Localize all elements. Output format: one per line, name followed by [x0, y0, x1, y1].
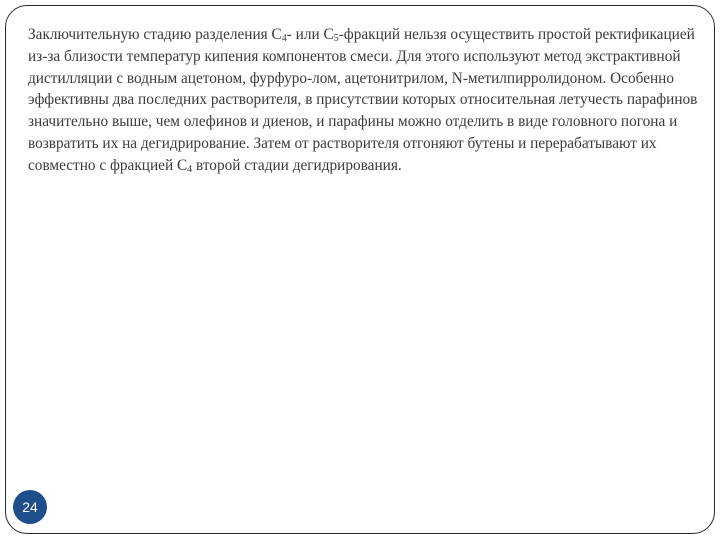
subscript: 5 — [333, 33, 339, 44]
subscript: 4 — [281, 33, 287, 44]
text-segment: Заключительную стадию разделения С — [28, 26, 282, 43]
text-segment: - или С — [286, 26, 334, 43]
slide-body-text — [28, 24, 698, 177]
page-number-badge: 24 — [13, 490, 47, 524]
text-segment: -фракций нельзя осуществить простой ректификацией из-за близости температур кипения компонентов смеси. Для этого используют метод экстрактивной дистилляции с водным ацетоном, фурфуро-лом, ацетонитрилом, N-метилпирролидоном. Особенно эффективны два последних растворителя, в присутствии которых относительная летучесть парафинов значительно выше, чем олефинов и диенов, и парафины можно отделить в виде головного погона и возвратить их на дегидрирование. Затем от растворителя отгоняют бутены и перерабатывают их совместно с фракцией С — [28, 26, 698, 174]
subscript: 4 — [187, 163, 193, 175]
text-segment: второй стадии дегидрирования. — [192, 156, 402, 174]
